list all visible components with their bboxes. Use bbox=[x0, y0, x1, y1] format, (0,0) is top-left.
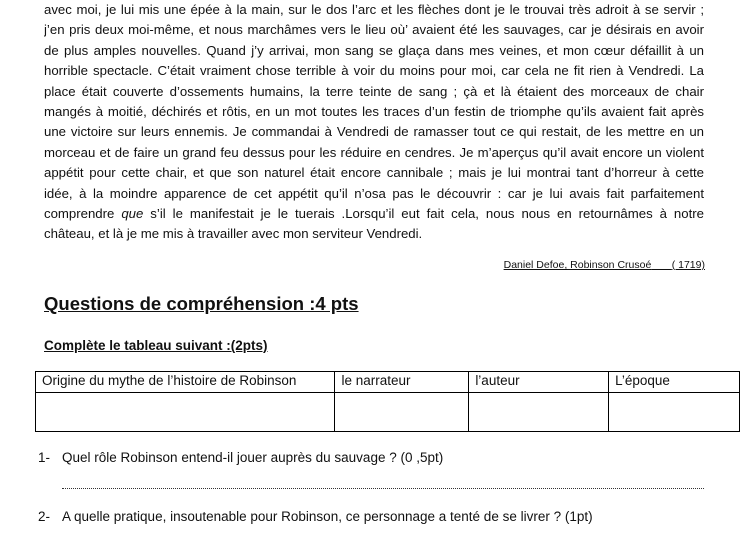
passage-line: appétit pour cette chair, et que son naturel était encore cannibale ; mais je lui montrai tant d’horreur à cette bbox=[44, 165, 704, 181]
header-cell-auteur: l’auteur bbox=[469, 372, 609, 393]
question-number: 2- bbox=[38, 509, 51, 524]
passage-line: de plus amples nouvelles. Quand j’y arrivai, mon sang se glaça dans mes veines, et mon cœur défaillit à un bbox=[44, 42, 704, 58]
question-2 bbox=[38, 509, 593, 524]
table-answer-row bbox=[36, 393, 740, 432]
passage-line: morceau et de faire un grand feu dessus pour les réduire en cendres. Je m’aperçus qu’il avait encore un violent bbox=[44, 144, 704, 160]
questions-heading: Questions de compréhension :4 pts bbox=[44, 293, 359, 314]
source-year: ( 1719) bbox=[671, 259, 705, 271]
italic-word: que bbox=[121, 206, 144, 222]
passage-line: horrible spectacle. C’était vraiment chose terrible à voir du moins pour moi, car cela ne fit rien à Vendredi. La bbox=[44, 63, 704, 79]
answer-cell-origine[interactable] bbox=[36, 393, 335, 432]
passage-line: avec moi, je lui mis une épée à la main, sur le dos l’arc et les flèches dont je le trouvai très adroit à se servir ; bbox=[44, 2, 704, 17]
answer-cell-epoque[interactable] bbox=[609, 393, 740, 432]
passage-line: j’en pris deux moi-même, et nous marchâmes vers le lieu où’ avaient été les sauvages, car je désirais en avoir bbox=[44, 22, 704, 38]
question-number: 1- bbox=[38, 450, 51, 465]
answer-dotted-line[interactable] bbox=[62, 488, 704, 489]
question-text: A quelle pratique, insoutenable pour Robinson, ce personnage a tenté de se livrer ? (1pt) bbox=[62, 509, 593, 524]
passage-line: place était couverte d’ossements humains, la terre teinte de sang ; çà et là étaient des morceaux de chair bbox=[44, 83, 704, 99]
header-cell-origine: Origine du mythe de l’histoire de Robinson bbox=[36, 372, 335, 393]
passage-line-start: comprendre bbox=[44, 206, 122, 222]
passage-text bbox=[44, 0, 704, 245]
answer-cell-auteur[interactable] bbox=[469, 393, 609, 432]
passage-line: idée, à la moindre apparence de cet appétit qu’il n’osa pas le découvrir : car je lui avais fait parfaitement bbox=[44, 185, 704, 201]
passage-last-line: château, et là je me mis à travailler avec mon serviteur Vendredi. bbox=[44, 226, 423, 242]
header-cell-narrateur: le narrateur bbox=[335, 372, 469, 393]
passage-line: mangés à moitié, déchirés et rôtis, en un mot toutes les traces d’un festin de triomphe qu’ils avaient fait après bbox=[44, 104, 704, 120]
passage-line: une victoire sur leurs ennemis. Je commandai à Vendredi de ramasser tout ce qui restait, de les mettre en un bbox=[44, 124, 704, 140]
table-header-row bbox=[36, 372, 740, 393]
table-instruction-heading: Complète le tableau suivant :(2pts) bbox=[44, 338, 268, 353]
comprehension-table bbox=[35, 371, 740, 432]
question-text: Quel rôle Robinson entend-il jouer auprès du sauvage ? (0 ,5pt) bbox=[62, 450, 444, 465]
passage-line-end: s’il le manifestait je le tuerais .Lorsqu’il eut fait cela, nous nous en retournâmes à notre bbox=[143, 206, 704, 222]
passage-line-with-italic bbox=[44, 204, 704, 224]
header-cell-epoque: L’époque bbox=[609, 372, 740, 393]
answer-cell-narrateur[interactable] bbox=[335, 393, 469, 432]
source-citation bbox=[504, 259, 705, 271]
source-author-work: Daniel Defoe, Robinson Crusoé bbox=[503, 259, 652, 271]
question-1 bbox=[38, 450, 443, 465]
